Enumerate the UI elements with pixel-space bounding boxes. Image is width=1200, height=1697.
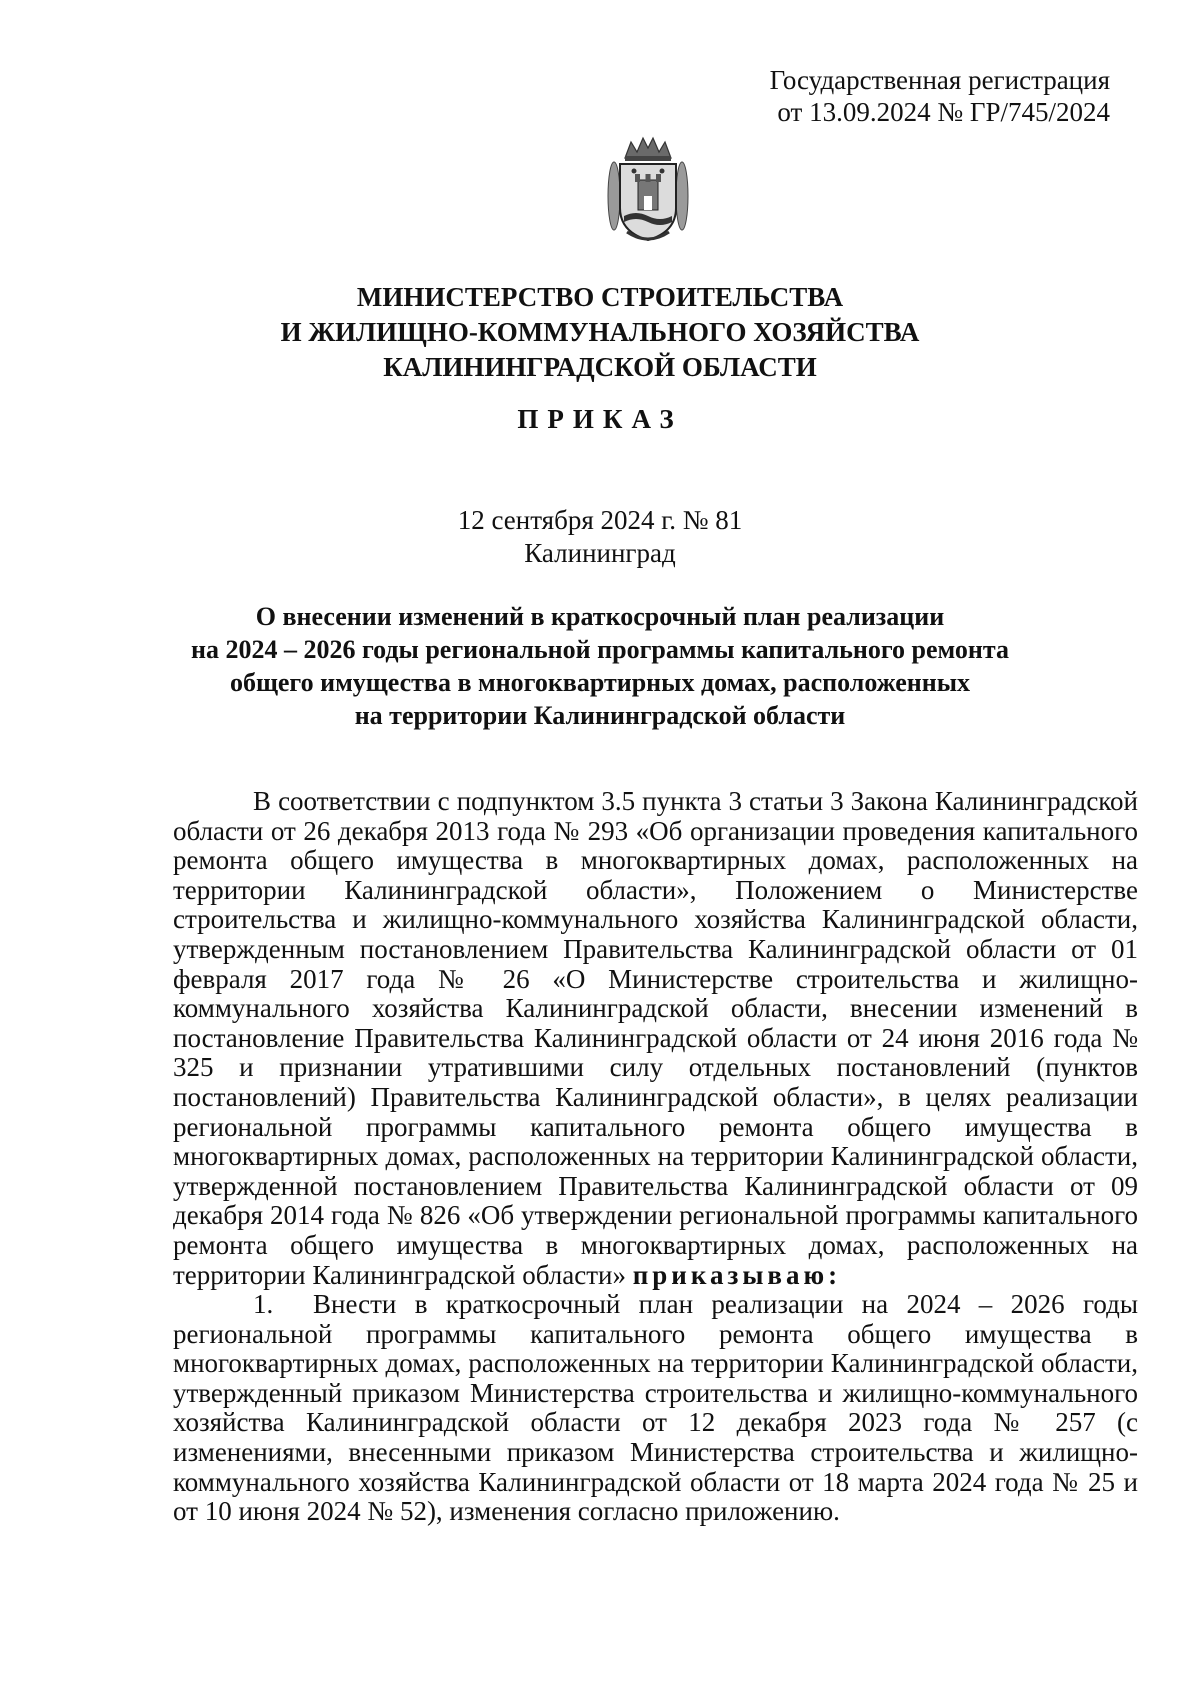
item-1-number: 1. (253, 1289, 274, 1320)
coat-of-arms-kaliningrad-icon (605, 136, 691, 244)
registration-line-2: от 13.09.2024 № ГР/745/2024 (777, 97, 1110, 127)
preamble-text: В соответствии с подпунктом 3.5 пункта 3 статьи 3 Закона Калининградской области от 26 декабря 2013 года № 293 «Об организации проведения капитального ремонта общего имущества в многоквартирных домах, расположенных на территории Калининградской области», Положением о Министерстве строительства и жилищно-коммунального хозяйства Калининградской области, утвержденным постановлением Правительства Калининградской области от 01 февраля 2017 года № 26 «О Министерстве строительства и жилищно-коммунального хозяйства Калининградской области, внесении изменений в постановление Правительства Калининградской области от 24 июня 2016 года № 325 и признании утратившими силу отдельных постановлений (пунктов постановлений) Правительства Калининградской области», в целях реализации региональной программы капитального ремонта общего имущества в многоквартирных домах, расположенных на территории Калининградской области, утвержденной постановлением Правительства Калининградской области от 09 декабря 2014 года № 826 «Об утверждении региональной программы капитального ремонта общего имущества в многоквартирных домах, расположенных на территории Калининградской области» (173, 786, 1138, 1290)
ministry-line-2: И ЖИЛИЩНО-КОММУНАЛЬНОГО ХОЗЯЙСТВА (280, 317, 920, 347)
title-line-3: общего имущества в многоквартирных домах, расположенных (229, 668, 971, 697)
item-1-text: Внести в краткосрочный план реализации на 2024 – 2026 годы региональной программы капитального ремонта общего имущества в многоквартирных домах, расположенных на территории Калининградской области, утвержденный приказом Министерства строительства и жилищно-коммунального хозяйства Калининградской области от 12 декабря 2023 года № 257 (с изменениями, внесенными приказом Министерства строительства и жилищно-коммунального хозяйства Калининградской области от 18 марта 2024 года № 25 и от 10 июня 2024 № 52), изменения согласно приложению. (173, 1289, 1138, 1527)
order-word: приказываю: (632, 1259, 842, 1290)
item-1-paragraph (173, 1290, 1138, 1527)
title-line-4: на территории Калининградской области (354, 701, 846, 730)
date-number: 12 сентября 2024 г. № 81 (457, 505, 743, 535)
ministry-name (0, 280, 1200, 385)
title-line-2: на 2024 – 2026 годы региональной программы капитального ремонта (191, 635, 1009, 664)
document-type: ПРИКАЗ (517, 404, 683, 434)
date-block (0, 504, 1200, 570)
preamble-paragraph (173, 787, 1138, 1290)
title-line-1: О внесении изменений в краткосрочный план реализации (255, 602, 945, 631)
registration-stamp (770, 64, 1110, 128)
document-body (173, 787, 1138, 1527)
registration-line-1: Государственная регистрация (769, 65, 1110, 95)
ministry-line-3: КАЛИНИНГРАДСКОЙ ОБЛАСТИ (383, 352, 817, 382)
document-title (0, 600, 1200, 732)
ministry-line-1: МИНИСТЕРСТВО СТРОИТЕЛЬСТВА (356, 282, 844, 312)
city: Калининград (524, 538, 676, 568)
